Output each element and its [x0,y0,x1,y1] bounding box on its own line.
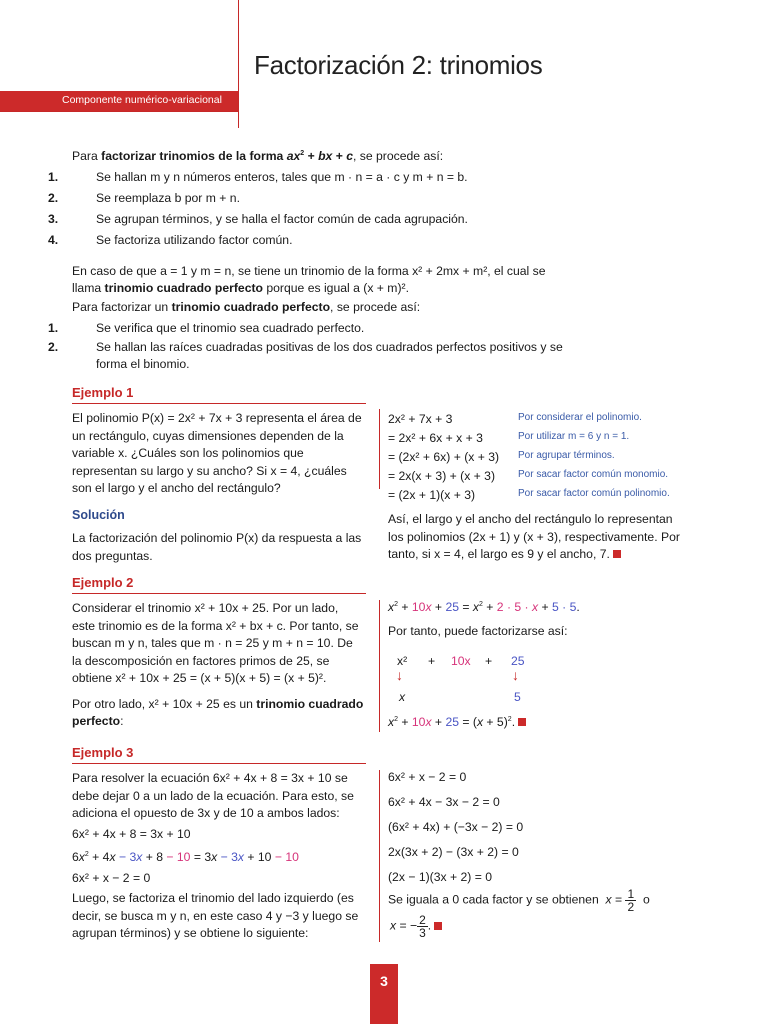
example-1-step: = (2x + 1)(x + 3) Por sacar factor común polinomio. [388,488,670,502]
example-1-step: = (2x² + 6x) + (x + 3) Por agrupar términos. [388,450,615,464]
example-1-conclusion: Así, el largo y el ancho del rectángulo lo representan los polinomios (2x + 1) y (x + 3), respectivamente. Por tanto, si x = 4, el largo es 9 y el ancho, 7. [388,512,680,561]
example-3-left [72,770,364,943]
example-3-separator [379,770,380,942]
scheme-term: 25 [511,654,525,668]
example-3-step: (2x − 1)(3x + 2) = 0 [388,870,492,884]
example-3-eq: 6x² + x − 2 = 0 [72,870,151,885]
perfect-line-a: En caso de que a = 1 y m = n, se tiene un trinomio de la forma x² + 2mx + m², el cual se [72,264,546,279]
example-1-title: Ejemplo 1 [72,385,134,400]
example-3-text: Para resolver la ecuación 6x² + 4x + 8 = 3x + 10 se debe dejar 0 a un lado de la ecuación. Para esto, se adiciona el opuesto de 3x y de 10 a ambos lados: [72,771,354,820]
example-1-solution: La factorización del polinomio P(x) da respuesta a las dos preguntas. [72,531,362,563]
example-2-separator [379,600,380,732]
example-2-right-text: Por tanto, puede factorizarse así: [388,624,568,638]
step-3: 3. Se agrupan términos, y se halla el factor común de cada agrupación. [48,212,468,227]
example-2-scheme [388,650,548,710]
arrow-down-icon: ↓ [512,667,519,683]
end-mark-icon [434,922,442,930]
example-1-separator [379,409,380,489]
step-1: 1. Se hallan m y n números enteros, tales que m · n = a · c y m + n = b. [48,170,468,185]
scheme-root: 5 [514,690,521,704]
fraction: $\frac{2}{3}$ [419,913,426,940]
perfect-line-b: llama trinomio cuadrado perfecto porque es igual a (x + m)². [72,281,409,296]
end-mark-icon [613,550,621,558]
end-mark-icon [518,718,526,726]
example-2-rule [72,593,366,594]
example-3-step: 2x(3x + 2) − (3x + 2) = 0 [388,845,519,859]
example-1-rule [72,403,366,404]
example-2-text: Considerar el trinomio x² + 10x + 25. Por un lado, este trinomio es de la forma x² + bx + c. Por tanto, se buscan m y n, tales que m · n = 25 y m + n = 10. De la descomposición en factores primos de 25, se obtiene x² + 10x + 25 = (x + 5)(x + 5) = (x + 5)². [72,601,359,685]
example-3-step: (6x² + 4x) + (−3x − 2) = 0 [388,820,524,834]
page-number-tab [370,964,398,1024]
example-3-eq: $6x^2 + 4x - 3x + 8 - 10 = 3x - 3x + 10 - 10$ [72,850,299,865]
perfect-line-c: Para factorizar un trinomio cuadrado perfecto, se procede así: [72,300,421,315]
perfect-step-2: 2. Se hallan las raíces cuadradas positivas de los dos cuadrados perfectos positivos y se forma el binomio. [48,340,563,372]
intro-section [48,143,592,373]
example-3-final-2: x = − $\frac{2}{3}$ . [390,914,442,939]
component-banner [0,91,238,112]
example-1-problem: El polinomio P(x) = 2x² + 7x + 3 representa el área de un rectángulo, cuyas dimensiones dependen de la variable x. ¿Cuáles son los polinomios que representan su largo y su ancho? Si x = 4, ¿cuáles son el largo y el ancho del rectángulo? [72,411,362,495]
example-1-step: = 2x(x + 3) + (x + 3) Por sacar factor común monomio. [388,469,669,483]
step-2: 2. Se reemplaza b por m + n. [48,191,240,206]
example-3-rule [72,763,366,764]
example-2-text2: Por otro lado, x² + 10x + 25 es un trinomio cuadrado perfecto: [72,696,364,728]
example-2-title: Ejemplo 2 [72,575,134,590]
example-2-result: $x^2 + 10x + 25 = (x + 5)^2$. [388,715,526,729]
arrow-down-icon: ↓ [396,667,403,683]
page-title: Factorización 2: trinomios [254,50,543,80]
component-label: Componente numérico-variacional [62,94,222,106]
example-3-title: Ejemplo 3 [72,745,134,760]
step-4: 4. Se factoriza utilizando factor común. [48,233,293,248]
header-vertical-rule [238,0,239,128]
header-rule [0,111,238,112]
scheme-root: x [399,690,406,704]
example-1-left [72,410,362,565]
example-1-step: 2x² + 7x + 3 Por considerar el polinomio. [388,412,642,426]
example-3-eq: 6x² + 4x + 8 = 3x + 10 [72,826,191,841]
example-1-steps [388,410,688,505]
example-3-steps [388,770,523,895]
scheme-term: 10x [451,654,471,668]
scheme-term: x² [397,654,408,668]
example-3-step: 6x² + x − 2 = 0 [388,770,467,784]
example-2-identity: $x^2 + 10x + 25 = x^2 + 2 \cdot 5 \cdot x + 5 \cdot 5$. [388,600,580,614]
scheme-op: + [428,654,436,668]
scheme-op: + [485,654,493,668]
example-2-left [72,600,364,731]
example-1-solution-label: Solución [72,507,125,522]
page-number: 3 [380,973,388,989]
example-3-step: 6x² + 4x − 3x − 2 = 0 [388,795,500,809]
example-1-step: = 2x² + 6x + x + 3 Por utilizar m = 6 y n = 1. [388,431,630,445]
intro-line: Para factorizar trinomios de la forma $ax^2$ + bx + c, se procede así: [72,149,444,164]
example-3-final: Se iguala a 0 cada factor y se obtienen x = $\frac{1}{2}$ o [388,887,650,914]
fraction: $\frac{1}{2}$ [627,887,635,914]
example-3-text2: Luego, se factoriza el trinomio del lado izquierdo (es decir, se busca m y n, en este caso 4 y −3 y luego se agrupan términos) y se obtiene lo siguiente: [72,891,359,941]
perfect-step-1: 1. Se verifica que el trinomio sea cuadrado perfecto. [48,321,365,336]
